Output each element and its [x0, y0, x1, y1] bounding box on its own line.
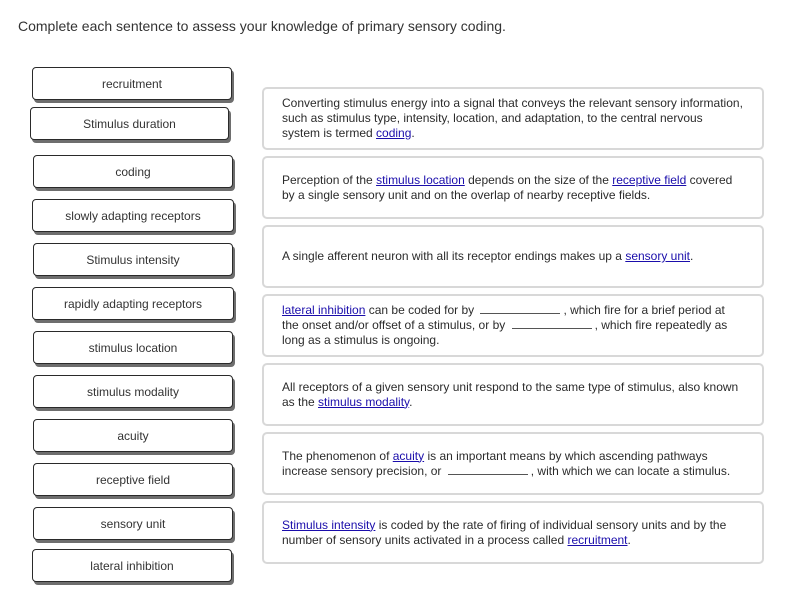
answer-tile[interactable]: stimulus location	[33, 331, 233, 364]
answer-tile[interactable]: Stimulus intensity	[33, 243, 233, 276]
placed-answer[interactable]: lateral inhibition	[282, 303, 366, 317]
sentence-box	[262, 87, 764, 150]
drop-blank[interactable]	[480, 303, 560, 314]
answer-tile[interactable]: Stimulus duration	[30, 107, 229, 140]
answer-tile[interactable]: recruitment	[32, 67, 232, 100]
sentence-box	[262, 156, 764, 219]
sentence-text: lateral inhibition can be coded for by , which fire for a brief period at the onset and/or offset of a stimulus, or by , which fire repeatedly as long as a stimulus is ongoing.	[282, 303, 728, 347]
drop-blank[interactable]	[512, 318, 592, 329]
sentence-box	[262, 501, 764, 564]
answer-tile[interactable]: rapidly adapting receptors	[32, 287, 234, 320]
answer-tile[interactable]: receptive field	[33, 463, 233, 496]
drop-blank[interactable]	[448, 464, 528, 475]
answer-tile[interactable]: sensory unit	[33, 507, 233, 540]
placed-answer[interactable]: stimulus location	[376, 172, 465, 187]
answer-tile[interactable]: lateral inhibition	[32, 549, 232, 582]
sentence-text: All receptors of a given sensory unit respond to the same type of stimulus, also known as the stimulus modality.	[282, 379, 739, 409]
sentence-box	[262, 225, 764, 288]
sentence-text: The phenomenon of acuity is an important means by which ascending pathways increase sensory precision, or , with which we can locate a stimulus.	[282, 448, 731, 478]
placed-answer[interactable]: stimulus modality	[318, 394, 410, 409]
sentence-text: Converting stimulus energy into a signal that conveys the relevant sensory information, such as stimulus type, intensity, location, and adaptation, to the central nervous system is termed coding.	[282, 96, 743, 140]
sentence-text: Stimulus intensity is coded by the rate of firing of individual sensory units and by the number of sensory units activated in a process called recruitment.	[282, 517, 727, 547]
placed-answer[interactable]: acuity	[392, 448, 425, 463]
sentence-box	[262, 432, 764, 495]
sentence-box	[262, 294, 764, 357]
placed-answer[interactable]: Stimulus intensity	[282, 517, 376, 532]
instructions: Complete each sentence to assess your knowledge of primary sensory coding.	[18, 18, 506, 34]
placed-answer[interactable]: receptive field	[612, 172, 687, 187]
sentence-box	[262, 363, 764, 426]
answer-tile[interactable]: slowly adapting receptors	[32, 199, 234, 232]
placed-answer[interactable]: recruitment	[567, 532, 628, 547]
placed-answer[interactable]: sensory unit	[625, 249, 691, 263]
sentence-text: A single afferent neuron with all its receptor endings makes up a sensory unit.	[282, 249, 694, 263]
answer-tile[interactable]: acuity	[33, 419, 233, 452]
placed-answer[interactable]: coding	[376, 126, 412, 140]
answer-tile[interactable]: stimulus modality	[33, 375, 233, 408]
sentence-text: Perception of the stimulus location depends on the size of the receptive field covered by a single sensory unit and on the overlap of nearby receptive fields.	[282, 172, 733, 202]
answer-tile[interactable]: coding	[33, 155, 233, 188]
